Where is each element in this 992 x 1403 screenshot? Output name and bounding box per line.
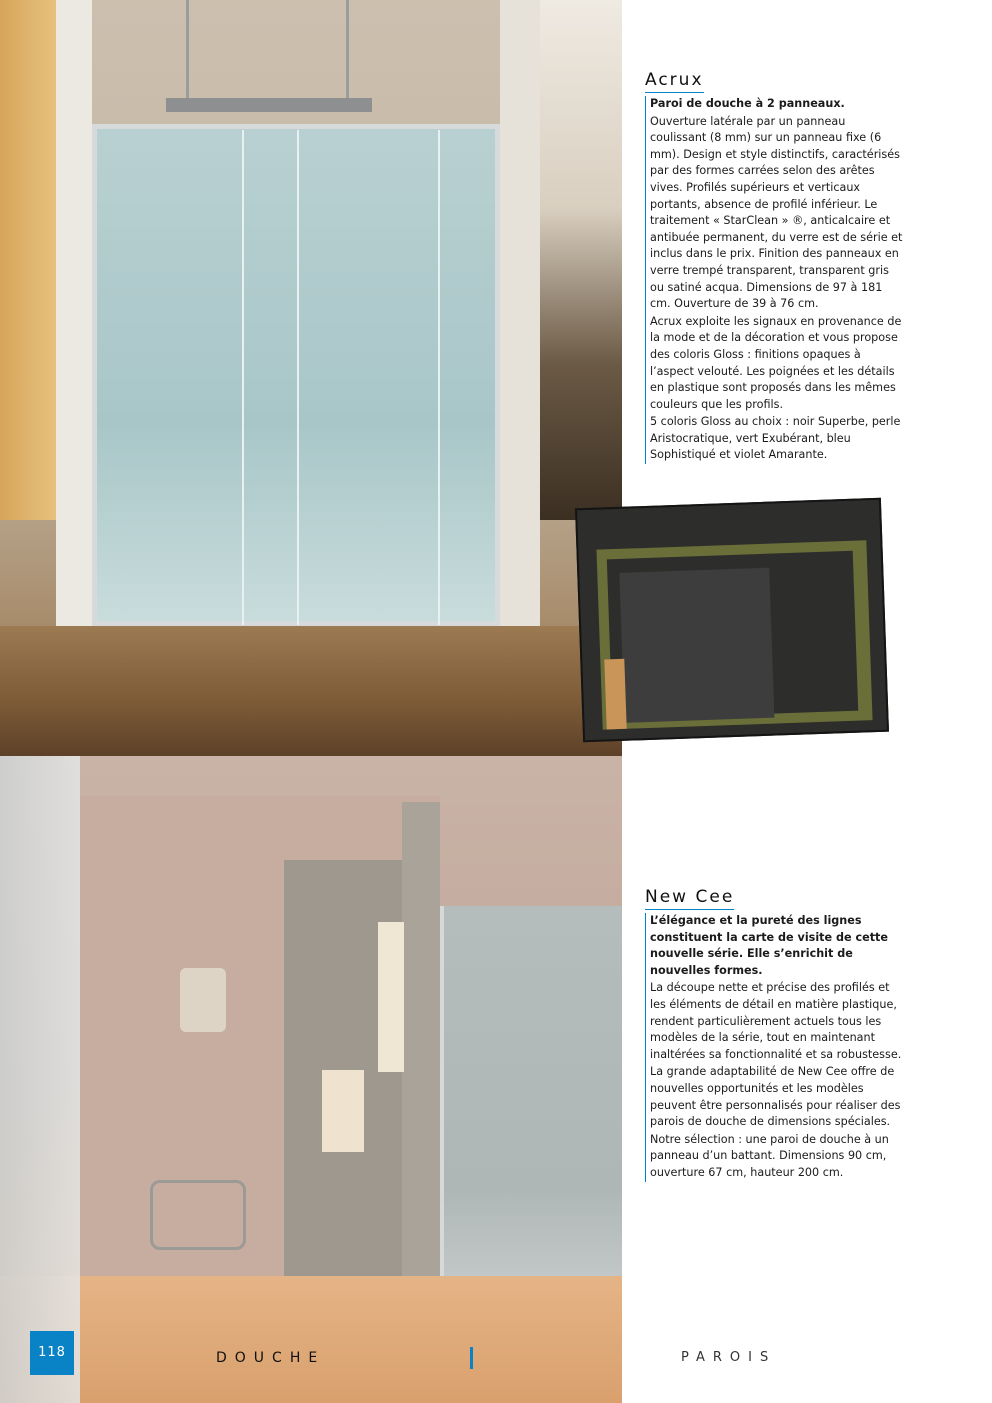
article-paragraph: La grande adaptabilité de New Cee offre de nouvelles opportunités et les modèles peuvent être personnalisés pour réaliser des parois de douche de dimensions spéciales. [650,1065,901,1129]
glass-panel-edge [438,130,440,625]
article-paragraph: La découpe nette et précise des profilés et les éléments de détail en matière plastique, rendent particulièrement actuels tous les modèles de la série, tout en maintenant inaltérées sa fonctionnalité et sa robustesse. [650,981,902,1061]
rain-shower-head [166,98,372,112]
floor [0,1276,622,1403]
left-pillar [56,0,92,630]
section-label-parois: PAROIS [681,1350,777,1365]
wall-mirror [180,968,226,1032]
right-pillar [500,0,540,630]
glass-shelf-unit [0,756,80,1403]
article-body [645,96,905,464]
article-paragraph: 5 coloris Gloss au choix : noir Superbe, perle Aristocratique, vert Exubérant, bleu Sophistiqué et violet Amarante. [650,415,901,462]
article-lead: Paroi de douche à 2 panneaux. [650,97,845,110]
bench-stool [150,1180,246,1250]
acrux-photo [0,0,622,756]
article-paragraph: Notre sélection : une paroi de douche à un panneau d’un battant. Dimensions 90 cm, ouverture 67 cm, hauteur 200 cm. [650,1132,889,1179]
article-paragraph: Ouverture latérale par un panneau coulissant (8 mm) sur un panneau fixe (6 mm). Design et style distinctifs, caractérisés par des formes carrées selon des arêtes vives. Profilés supérieurs et verticaux portants, absence de profilé inférieur. Le traitement « StarClean » ®, anticalcaire et antibuée permanent, du verre est de série et inclus dans le prix. Finition des panneaux en verre trempé transparent, transparent gris ou satiné acqua. Dimensions de 97 à 181 cm. Ouverture de 39 à 76 cm. [650,114,903,311]
glass-panel-edge [242,130,244,625]
page-number: 118 [30,1331,74,1375]
new-cee-photo [0,756,622,1403]
article-title: Acrux [645,70,704,93]
glass-panel [619,568,774,723]
article-acrux [645,70,905,465]
bathrobe [378,922,404,1072]
acrux-gloss-detail-photo [575,498,889,743]
article-body [645,913,905,1182]
ceiling-rod [186,0,189,100]
arched-library-backdrop [540,0,622,520]
article-paragraph: Acrux exploite les signaux en provenance de la mode et de la décoration et vous propose des coloris Gloss : finitions opaques à l’aspect velouté. Les poignées et les détails en plastique sont proposés dans les mêmes couleurs que les profils. [650,314,902,411]
hanging-towel [604,659,626,730]
ceiling-rod [346,0,349,100]
article-new-cee [645,887,905,1183]
article-title: New Cee [645,887,734,910]
article-lead: L’élégance et la pureté des lignes constituent la carte de visite de cette nouvelle série. Elle s’enrichit de nouvelles formes. [650,914,888,977]
section-label-douche: DOUCHE [216,1350,326,1366]
chandelier-room-backdrop [0,0,60,520]
footer-divider [470,1347,473,1369]
glass-panel-edge [297,130,299,625]
floor [0,626,622,756]
hand-towel [322,1070,364,1152]
